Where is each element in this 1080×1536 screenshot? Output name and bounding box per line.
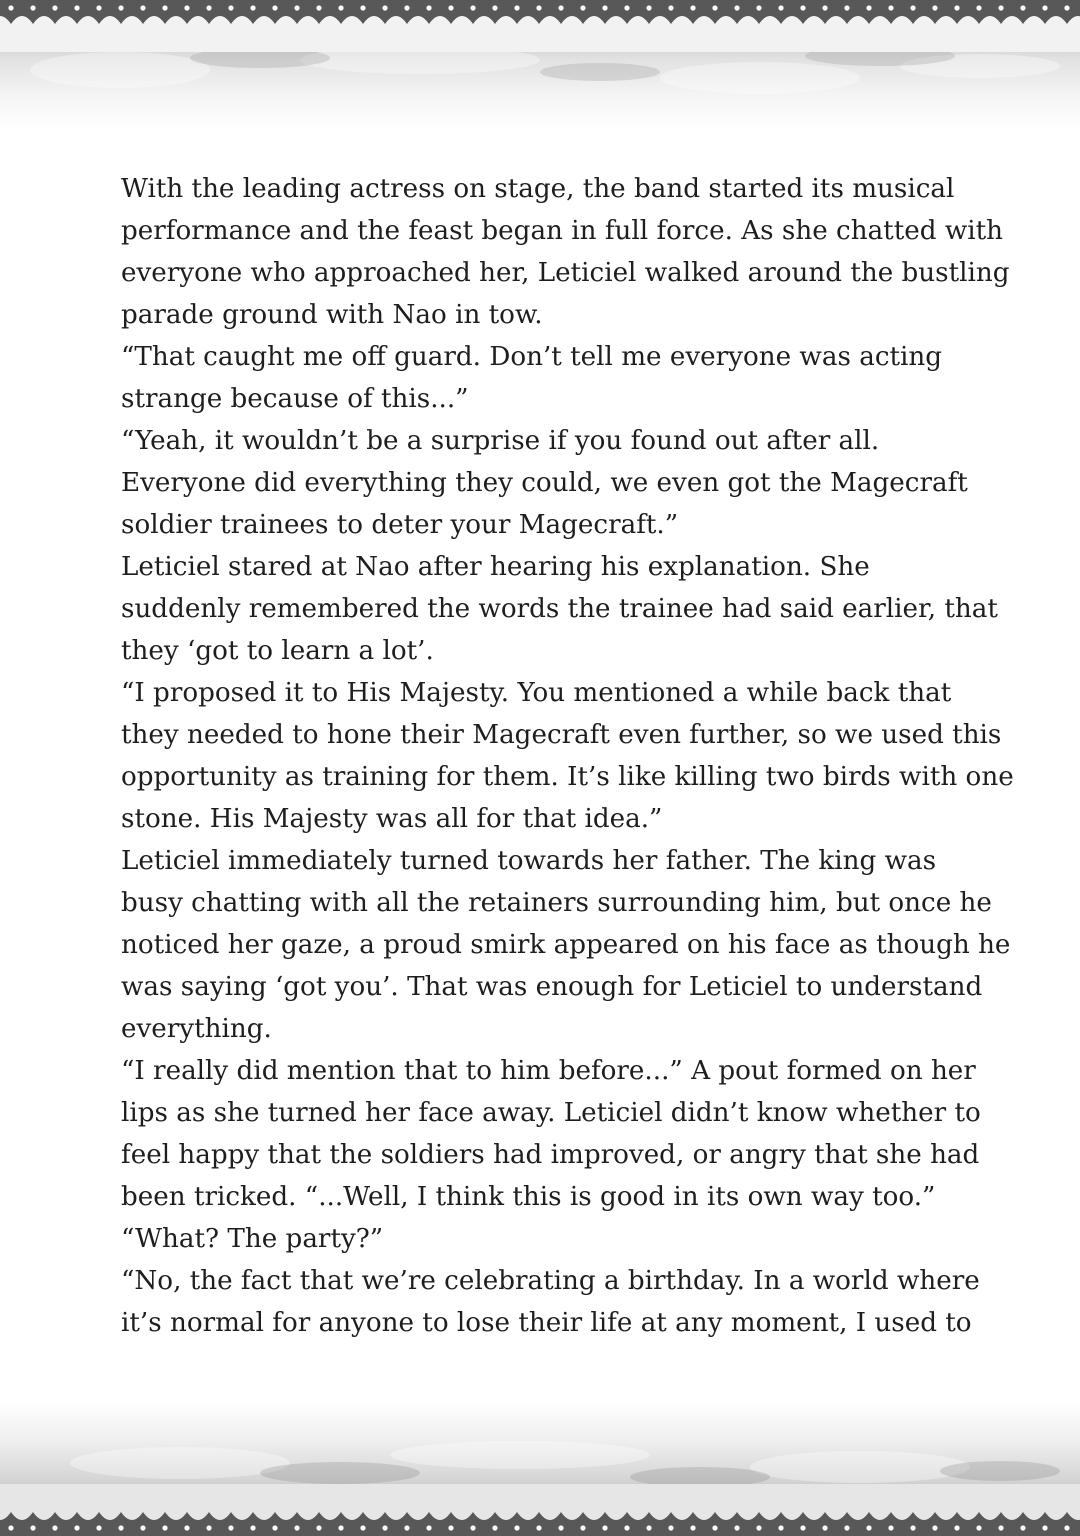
text-line: suddenly remembered the words the trainee had said earlier, that (121, 594, 998, 624)
scallop-shape (913, 1484, 935, 1520)
scallop-shape (803, 1484, 825, 1520)
border-dot (712, 5, 717, 10)
scallop-shape (319, 16, 341, 52)
scallop-shape (363, 1484, 385, 1520)
scallop-shape (891, 16, 913, 52)
scallop-shape (561, 16, 583, 52)
border-dot (778, 1525, 783, 1530)
scallop-shape (99, 16, 121, 52)
border-dot (294, 5, 299, 10)
scallop-shape (627, 1484, 649, 1520)
text-line: “What? The party?” (121, 1224, 384, 1254)
scallop-shape (473, 1484, 495, 1520)
border-dot (602, 1525, 607, 1530)
scallop-shape (473, 16, 495, 52)
scallop-shape (715, 1484, 737, 1520)
border-dot (558, 5, 563, 10)
border-dot (30, 5, 35, 10)
border-dot (866, 1525, 871, 1530)
border-dot (470, 1525, 475, 1530)
scallop-shape (715, 16, 737, 52)
border-dot (888, 1525, 893, 1530)
scallop-shape (33, 16, 55, 52)
border-dot (118, 5, 123, 10)
scallop-shape (77, 16, 99, 52)
text-line: lips as she turned her face away. Leticiel didn’t know whether to (121, 1098, 981, 1128)
bottom-scallop-pattern (0, 1484, 1080, 1536)
border-dot (382, 1525, 387, 1530)
border-dot (514, 5, 519, 10)
border-dot (470, 5, 475, 10)
border-dot (162, 5, 167, 10)
paragraph (90, 840, 1011, 1050)
scallop-shape (451, 1484, 473, 1520)
scallop-shape (275, 1484, 297, 1520)
border-dot (272, 1525, 277, 1530)
scallop-shape (737, 16, 759, 52)
text-line: parade ground with Nao in tow. (121, 300, 543, 330)
border-dot (800, 5, 805, 10)
border-dot (448, 5, 453, 10)
text-line: everything. (121, 1014, 272, 1044)
border-dot (756, 1525, 761, 1530)
text-line: performance and the feast began in full force. As she chatted with (121, 216, 1003, 246)
scallop-shape (781, 1484, 803, 1520)
scallop-shape (121, 1484, 143, 1520)
border-dot (8, 1525, 13, 1530)
border-dot (228, 1525, 233, 1530)
border-dot (404, 1525, 409, 1530)
scallop-shape (891, 1484, 913, 1520)
scallop-shape (781, 16, 803, 52)
scallop-shape (1023, 1484, 1045, 1520)
border-dot (712, 1525, 717, 1530)
scallop-shape (561, 1484, 583, 1520)
text-line: “Yeah, it wouldn’t be a surprise if you found out after all. (121, 426, 880, 456)
scallop-shape (275, 16, 297, 52)
paragraph (90, 168, 1010, 336)
border-dot (426, 5, 431, 10)
scallop-shape (649, 1484, 671, 1520)
paragraph (90, 336, 995, 420)
border-dot (998, 1525, 1003, 1530)
border-dot (646, 1525, 651, 1530)
scallop-shape (297, 1484, 319, 1520)
border-dot (316, 1525, 321, 1530)
border-dot (690, 1525, 695, 1530)
border-dot (932, 5, 937, 10)
border-dot (1042, 5, 1047, 10)
border-dot (52, 1525, 57, 1530)
border-dot (360, 1525, 365, 1530)
border-dot (932, 1525, 937, 1530)
scallop-shape (341, 1484, 363, 1520)
scallop-shape (319, 1484, 341, 1520)
scallop-shape (187, 16, 209, 52)
scallop-shape (759, 1484, 781, 1520)
border-dot (822, 1525, 827, 1530)
scallop-shape (1045, 16, 1067, 52)
scallop-shape (33, 1484, 55, 1520)
text-line: Leticiel stared at Nao after hearing his explanation. She (121, 552, 870, 582)
text-line: opportunity as training for them. It’s like killing two birds with one (121, 762, 1014, 792)
border-dot (536, 5, 541, 10)
border-dot (360, 5, 365, 10)
scallop-shape (869, 16, 891, 52)
scallop-shape (231, 16, 253, 52)
border-dot (74, 5, 79, 10)
text-line: stone. His Majesty was all for that idea.” (121, 804, 663, 834)
border-dot (580, 5, 585, 10)
scallop-shape (1023, 16, 1045, 52)
border-dot (624, 5, 629, 10)
scallop-shape (1001, 16, 1023, 52)
border-dot (8, 5, 13, 10)
border-dot (492, 1525, 497, 1530)
border-dot (888, 5, 893, 10)
border-dot (338, 5, 343, 10)
top-scallop-pattern (0, 0, 1080, 52)
scallop-shape (935, 16, 957, 52)
text-line: busy chatting with all the retainers surrounding him, but once he (121, 888, 992, 918)
border-dot (998, 5, 1003, 10)
border-dot (910, 5, 915, 10)
paragraph (90, 1050, 995, 1218)
border-dot (96, 5, 101, 10)
border-dot (624, 1525, 629, 1530)
border-dot (800, 1525, 805, 1530)
scallop-shape (55, 1484, 77, 1520)
scallop-shape (385, 1484, 407, 1520)
scallop-shape (165, 1484, 187, 1520)
text-line: Everyone did everything they could, we even got the Magecraft (121, 468, 968, 498)
scallop-shape (11, 16, 33, 52)
paragraph (90, 420, 995, 546)
scallop-shape (847, 16, 869, 52)
border-dot (976, 5, 981, 10)
text-line: everyone who approached her, Leticiel walked around the bustling (121, 258, 1010, 288)
scallop-shape (385, 16, 407, 52)
text-line: “No, the fact that we’re celebrating a birthday. In a world where (121, 1266, 980, 1296)
border-dot (668, 5, 673, 10)
scallop-shape (737, 1484, 759, 1520)
border-dot (272, 5, 277, 10)
scallop-shape (605, 1484, 627, 1520)
scallop-shape (539, 16, 561, 52)
scallop-shape (187, 1484, 209, 1520)
scallop-shape (1045, 1484, 1067, 1520)
border-dot (96, 1525, 101, 1530)
border-dot (206, 1525, 211, 1530)
border-dot (338, 1525, 343, 1530)
scallop-shape (517, 1484, 539, 1520)
scallop-shape (297, 16, 319, 52)
border-dot (1020, 5, 1025, 10)
text-line: “I proposed it to His Majesty. You mentioned a while back that (121, 678, 952, 708)
text-line: soldier trainees to deter your Magecraft.” (121, 510, 679, 540)
paragraph (90, 546, 998, 672)
border-dot (1020, 1525, 1025, 1530)
border-dot (580, 1525, 585, 1530)
border-dot (1064, 1525, 1069, 1530)
border-dot (74, 1525, 79, 1530)
border-dot (140, 1525, 145, 1530)
border-dot (250, 5, 255, 10)
scallop-shape (209, 1484, 231, 1520)
text-line: Leticiel immediately turned towards her father. The king was (121, 846, 937, 876)
scallop-shape (693, 1484, 715, 1520)
scallop-shape (803, 16, 825, 52)
scallop-shape (583, 16, 605, 52)
scallop-shape (165, 16, 187, 52)
scallop-shape (957, 1484, 979, 1520)
border-dot (866, 5, 871, 10)
border-dot (822, 5, 827, 10)
scallop-shape (495, 16, 517, 52)
scallop-shape (671, 16, 693, 52)
scallop-shape (55, 16, 77, 52)
border-dot (52, 5, 57, 10)
text-line: “I really did mention that to him before...” A pout formed on her (121, 1056, 976, 1086)
paragraph (90, 672, 1014, 840)
border-dot (668, 1525, 673, 1530)
border-dot (448, 1525, 453, 1530)
border-dot (514, 1525, 519, 1530)
border-dot (426, 1525, 431, 1530)
scallop-shape (11, 1484, 33, 1520)
scallop-shape (1001, 1484, 1023, 1520)
border-dot (382, 5, 387, 10)
scallop-shape (539, 1484, 561, 1520)
border-dot (228, 5, 233, 10)
border-dot (844, 1525, 849, 1530)
paragraph (90, 1260, 995, 1344)
border-dot (976, 1525, 981, 1530)
border-dot (118, 1525, 123, 1530)
border-dot (162, 1525, 167, 1530)
scallop-shape (627, 16, 649, 52)
text-line: With the leading actress on stage, the band started its musical (121, 174, 955, 204)
scallop-shape (825, 16, 847, 52)
border-dot (250, 1525, 255, 1530)
bottom-decorative-border (0, 1401, 1080, 1536)
text-line: strange because of this...” (121, 384, 469, 414)
border-dot (1064, 5, 1069, 10)
border-dot (646, 5, 651, 10)
scallop-shape (407, 16, 429, 52)
scallop-shape (759, 16, 781, 52)
border-dot (602, 5, 607, 10)
border-dot (206, 5, 211, 10)
novel-page-text (90, 168, 1014, 1344)
paragraph (90, 1218, 995, 1260)
border-dot (756, 5, 761, 10)
border-dot (954, 1525, 959, 1530)
scallop-shape (143, 1484, 165, 1520)
scallop-shape (913, 16, 935, 52)
border-dot (778, 5, 783, 10)
border-dot (294, 1525, 299, 1530)
scallop-shape (341, 16, 363, 52)
border-dot (492, 5, 497, 10)
border-dot (536, 1525, 541, 1530)
scallop-shape (825, 1484, 847, 1520)
border-dot (316, 5, 321, 10)
scallop-shape (979, 16, 1001, 52)
text-line: they needed to hone their Magecraft even further, so we used this (121, 720, 1002, 750)
border-dot (690, 5, 695, 10)
scallop-shape (143, 16, 165, 52)
scallop-shape (121, 16, 143, 52)
text-line: noticed her gaze, a proud smirk appeared on his face as though he (121, 930, 1011, 960)
border-dot (558, 1525, 563, 1530)
border-dot (910, 1525, 915, 1530)
border-dot (30, 1525, 35, 1530)
scallop-shape (429, 16, 451, 52)
border-dot (734, 1525, 739, 1530)
border-dot (844, 5, 849, 10)
scallop-shape (209, 16, 231, 52)
scallop-shape (979, 1484, 1001, 1520)
scallop-shape (605, 16, 627, 52)
scallop-shape (935, 1484, 957, 1520)
scallop-shape (363, 16, 385, 52)
text-line: it’s normal for anyone to lose their life at any moment, I used to (121, 1308, 972, 1338)
scallop-shape (649, 16, 671, 52)
border-dot (954, 5, 959, 10)
scallop-shape (847, 1484, 869, 1520)
border-dot (404, 5, 409, 10)
scallop-shape (407, 1484, 429, 1520)
scallop-shape (429, 1484, 451, 1520)
scallop-shape (693, 16, 715, 52)
scallop-shape (671, 1484, 693, 1520)
text-line: was saying ‘got you’. That was enough for Leticiel to understand (121, 972, 983, 1002)
top-decorative-border (0, 0, 1080, 130)
scallop-shape (99, 1484, 121, 1520)
scallop-shape (583, 1484, 605, 1520)
text-line: they ‘got to learn a lot’. (121, 636, 434, 666)
scallop-shape (495, 1484, 517, 1520)
scallop-shape (253, 1484, 275, 1520)
border-dot (184, 1525, 189, 1530)
scallop-shape (231, 1484, 253, 1520)
scallop-shape (253, 16, 275, 52)
scallop-shape (957, 16, 979, 52)
border-dot (734, 5, 739, 10)
border-dot (184, 5, 189, 10)
border-dot (140, 5, 145, 10)
scallop-shape (869, 1484, 891, 1520)
text-line: been tricked. “...Well, I think this is good in its own way too.” (121, 1182, 936, 1212)
scallop-shape (451, 16, 473, 52)
scallop-shape (517, 16, 539, 52)
text-line: “That caught me off guard. Don’t tell me everyone was acting (121, 342, 943, 372)
scallop-shape (77, 1484, 99, 1520)
border-dot (1042, 1525, 1047, 1530)
text-line: feel happy that the soldiers had improved, or angry that she had (121, 1140, 980, 1170)
